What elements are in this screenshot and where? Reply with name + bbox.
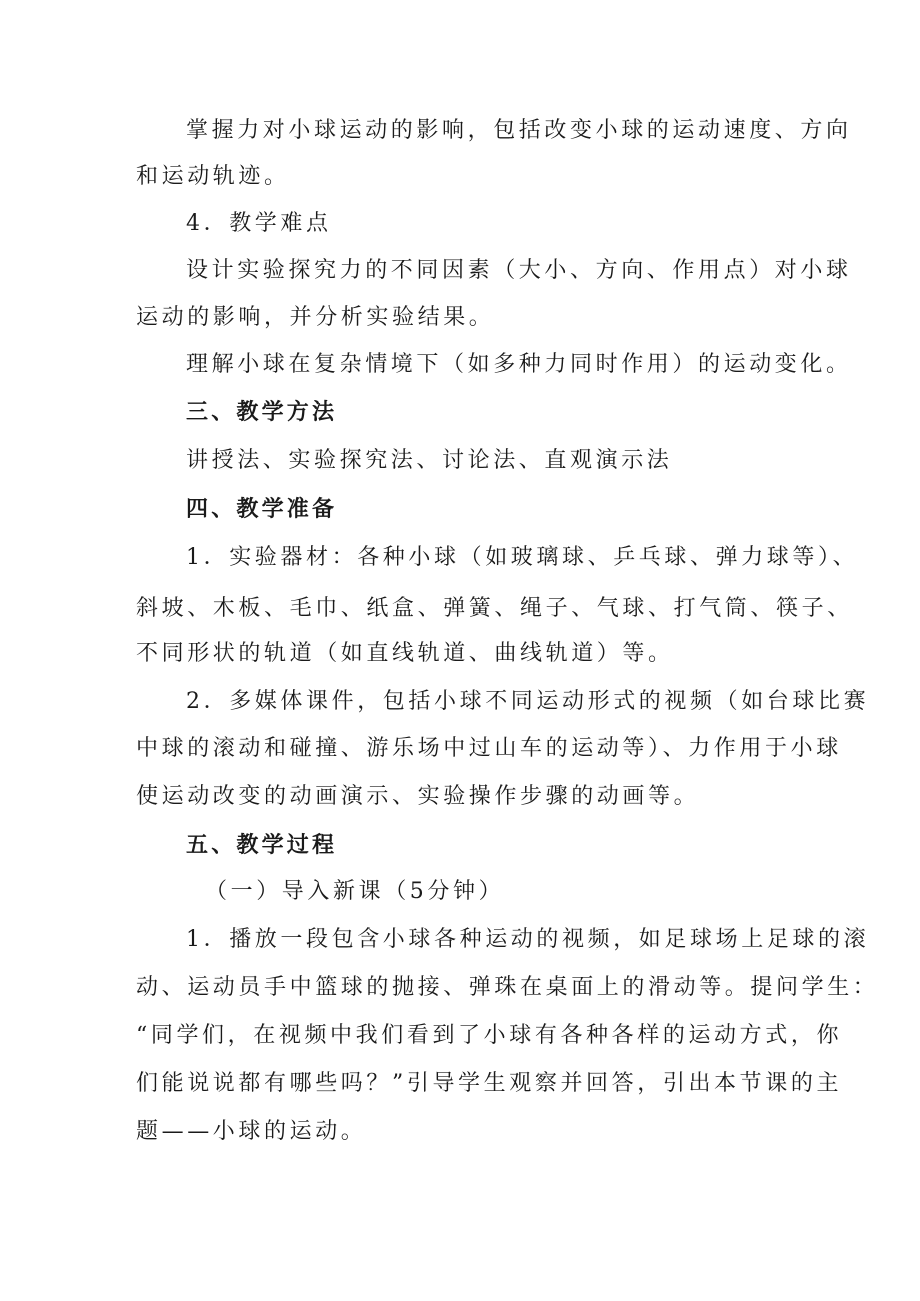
paragraph-line: 使运动改变的动画演示、实验操作步骤的动画等。 bbox=[136, 784, 700, 809]
paragraph-line: 和运动轨迹。 bbox=[136, 164, 290, 189]
subsection-title: （一）导入新课（5分钟） bbox=[205, 879, 505, 904]
paragraph-line: 动、运动员手中篮球的抛接、弹珠在桌面上的滑动等。提问学生： bbox=[136, 975, 879, 1000]
paragraph-line: 设计实验探究力的不同因素（大小、方向、作用点）对小球 bbox=[186, 258, 852, 283]
paragraph-line: “同学们，在视频中我们看到了小球有各种各样的运动方式，你 bbox=[136, 1023, 843, 1048]
paragraph-line: 1．播放一段包含小球各种运动的视频，如足球场上足球的滚 bbox=[186, 927, 870, 952]
paragraph-line: 1．实验器材：各种小球（如玻璃球、乒乓球、弹力球等）、 bbox=[186, 545, 859, 570]
subsection-title: 4．教学难点 bbox=[186, 211, 332, 236]
paragraph-line: 不同形状的轨道（如直线轨道、曲线轨道）等。 bbox=[136, 641, 674, 666]
paragraph-line: 运动的影响，并分析实验结果。 bbox=[136, 305, 495, 330]
section-heading: 三、教学方法 bbox=[186, 399, 338, 425]
section-heading: 四、教学准备 bbox=[186, 496, 338, 522]
paragraph-line: 斜坡、木板、毛巾、纸盒、弹簧、绳子、气球、打气筒、筷子、 bbox=[136, 596, 853, 621]
paragraph-line: 中球的滚动和碰撞、游乐场中过山车的运动等）、力作用于小球 bbox=[136, 736, 842, 761]
section-heading: 五、教学过程 bbox=[186, 832, 338, 858]
paragraph-line: 们能说说都有哪些吗？”引导学生观察并回答，引出本节课的主 bbox=[136, 1071, 843, 1096]
paragraph-line: 题——小球的运动。 bbox=[136, 1119, 367, 1144]
paragraph-line: 掌握力对小球运动的影响，包括改变小球的运动速度、方向 bbox=[186, 118, 852, 143]
paragraph-line: 讲授法、实验探究法、讨论法、直观演示法 bbox=[186, 448, 673, 473]
paragraph-line: 理解小球在复杂情境下（如多种力同时作用）的运动变化。 bbox=[186, 352, 852, 377]
paragraph-line: 2．多媒体课件，包括小球不同运动形式的视频（如台球比赛 bbox=[186, 689, 870, 714]
